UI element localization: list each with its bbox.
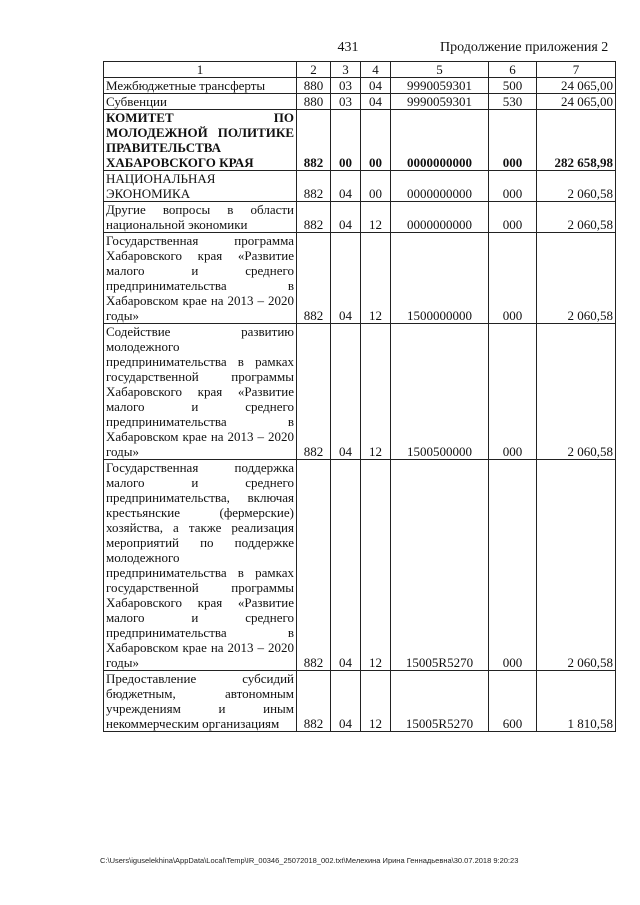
column-header: 6 [489, 62, 537, 78]
cell-target: 1500500000 [391, 324, 489, 460]
cell-subsection: 12 [361, 460, 391, 671]
row-name: Государственная программа Хабаровского края «Развитие малого и среднего предпринимательства в Хабаровском крае на 2013 – 2020 годы» [104, 233, 297, 324]
cell-type: 000 [489, 460, 537, 671]
row-name: Государственная поддержка малого и среднего предпринимательства, включая крестьянские (фермерские) хозяйства, а также реализация мероприятий по поддержке молодежного предпринимательства в рамках государственной программы Хабаровского края «Развитие малого и среднего предпринимательства в Хабаровском крае на 2013 – 2020 годы» [104, 460, 297, 671]
table-row [104, 233, 616, 324]
budget-table [103, 61, 616, 732]
continuation-label: Продолжение приложения 2 [440, 40, 609, 55]
cell-section: 04 [331, 460, 361, 671]
cell-code: 882 [297, 202, 331, 233]
table-header-row [104, 62, 616, 78]
cell-subsection: 12 [361, 324, 391, 460]
cell-amount: 2 060,58 [537, 171, 616, 202]
cell-target: 0000000000 [391, 110, 489, 171]
cell-subsection: 04 [361, 78, 391, 94]
column-header: 5 [391, 62, 489, 78]
row-name: НАЦИОНАЛЬНАЯ ЭКОНОМИКА [104, 171, 297, 202]
cell-code: 880 [297, 78, 331, 94]
cell-amount: 2 060,58 [537, 324, 616, 460]
cell-target: 0000000000 [391, 202, 489, 233]
cell-subsection: 00 [361, 110, 391, 171]
cell-section: 04 [331, 671, 361, 732]
row-name: КОМИТЕТ ПО МОЛОДЕЖНОЙ ПОЛИТИКЕ ПРАВИТЕЛЬСТВА ХАБАРОВСКОГО КРАЯ [104, 110, 297, 171]
row-name: Предоставление субсидий бюджетным, автономным учреждениям и иным некоммерческим организациям [104, 671, 297, 732]
cell-type: 500 [489, 78, 537, 94]
column-header: 1 [104, 62, 297, 78]
cell-target: 0000000000 [391, 171, 489, 202]
cell-amount: 2 060,58 [537, 460, 616, 671]
cell-code: 882 [297, 171, 331, 202]
cell-target: 1500000000 [391, 233, 489, 324]
cell-type: 600 [489, 671, 537, 732]
cell-code: 882 [297, 110, 331, 171]
table-row [104, 324, 616, 460]
cell-type: 000 [489, 324, 537, 460]
cell-amount: 24 065,00 [537, 78, 616, 94]
cell-code: 882 [297, 233, 331, 324]
cell-subsection: 04 [361, 94, 391, 110]
cell-type: 530 [489, 94, 537, 110]
cell-target: 9990059301 [391, 78, 489, 94]
cell-amount: 282 658,98 [537, 110, 616, 171]
table-row [104, 171, 616, 202]
cell-section: 03 [331, 78, 361, 94]
table-row [104, 671, 616, 732]
cell-code: 882 [297, 671, 331, 732]
table-row [104, 202, 616, 233]
row-name: Другие вопросы в области национальной экономики [104, 202, 297, 233]
cell-code: 880 [297, 94, 331, 110]
cell-section: 04 [331, 233, 361, 324]
cell-target: 9990059301 [391, 94, 489, 110]
row-name: Субвенции [104, 94, 297, 110]
cell-type: 000 [489, 233, 537, 324]
cell-subsection: 00 [361, 171, 391, 202]
table-row [104, 460, 616, 671]
cell-amount: 1 810,58 [537, 671, 616, 732]
table-row [104, 110, 616, 171]
column-header: 3 [331, 62, 361, 78]
cell-amount: 2 060,58 [537, 233, 616, 324]
cell-section: 04 [331, 171, 361, 202]
cell-section: 04 [331, 202, 361, 233]
cell-type: 000 [489, 171, 537, 202]
cell-target: 15005R5270 [391, 460, 489, 671]
footer-file-path: C:\Users\iguselekhina\AppData\Local\Temp\IR_00346_25072018_002.txt\Мелехина Ирина Геннадьевна\30.07.2018 9:20:23 [100, 856, 519, 865]
cell-section: 03 [331, 94, 361, 110]
page-number: 431 [337, 40, 359, 55]
table-row [104, 94, 616, 110]
cell-subsection: 12 [361, 202, 391, 233]
cell-type: 000 [489, 110, 537, 171]
cell-code: 882 [297, 460, 331, 671]
cell-target: 15005R5270 [391, 671, 489, 732]
cell-section: 00 [331, 110, 361, 171]
column-header: 4 [361, 62, 391, 78]
row-name: Содействие развитию молодежного предпринимательства в рамках государственной программы Хабаровского края «Развитие малого и среднего предпринимательства в Хабаровском крае на 2013 – 2020 годы» [104, 324, 297, 460]
row-name: Межбюджетные трансферты [104, 78, 297, 94]
cell-type: 000 [489, 202, 537, 233]
cell-amount: 2 060,58 [537, 202, 616, 233]
column-header: 2 [297, 62, 331, 78]
cell-amount: 24 065,00 [537, 94, 616, 110]
cell-subsection: 12 [361, 671, 391, 732]
column-header: 7 [537, 62, 616, 78]
cell-code: 882 [297, 324, 331, 460]
cell-section: 04 [331, 324, 361, 460]
cell-subsection: 12 [361, 233, 391, 324]
table-row [104, 78, 616, 94]
